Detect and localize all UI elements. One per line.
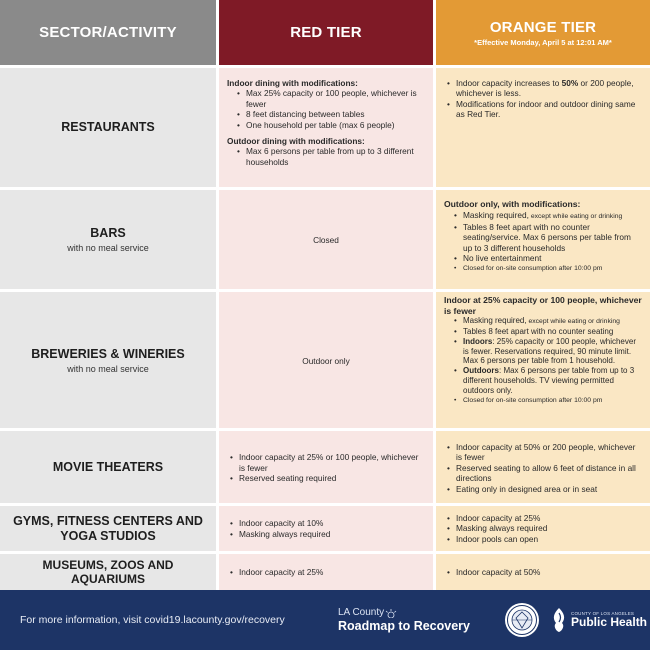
footer-bar [0,590,650,650]
gyms-orange-list [444,513,642,544]
sector-museums [0,554,216,591]
public-health-label: Public Health [571,615,648,630]
list-item: • Closed for on-site consumption after 10:00 pm [444,264,642,274]
text-bold-segment: Outdoors [463,366,499,376]
header-red-label: RED TIER [290,24,362,41]
list-item: • No live entertainment [444,253,642,263]
list-item: • Reserved seating to allow 6 feet of distance in all directions [444,463,642,484]
breweries-red-cell [219,292,433,428]
movies-orange-cell [436,431,650,503]
list-item: • Indoor capacity at 25% [227,567,425,577]
list-item [444,210,642,222]
status-text: Outdoor only [302,355,350,366]
header-orange-tier [436,0,650,65]
list-item: • Masking always required [444,523,642,533]
sector-restaurants [0,68,216,187]
list-item: • Indoor capacity at 25% [444,513,642,523]
breweries-orange-cell [436,292,650,428]
text-bold-segment: Indoors [463,336,493,346]
gyms-orange-cell [436,506,650,551]
text-segment: : 25% capacity or 100 people, whichever is fewer. Reservations required, 90 minute limit. Max 6 persons per table from 1 household. [463,336,636,366]
header-sector [0,0,216,65]
public-health-county-label: COUNTY OF LOS ANGELES [571,610,635,616]
list-item [444,366,642,395]
sector-name: BREWERIES & WINERIES [31,346,185,361]
movies-red-list [227,452,425,483]
text-small-segment: except while eating or drinking [528,212,623,220]
text-segment: : Max 6 persons per table from up to 3 different households. TV viewing permitted outdoors only. [463,366,635,395]
header-orange-label: ORANGE TIER [489,18,597,36]
bars-orange-cell [436,190,650,289]
list-item: • Indoor capacity at 10% [227,518,425,528]
gyms-red-list [227,518,425,539]
indoor-heading: Indoor dining with modifications: [227,78,358,88]
list-item: • Tables 8 feet apart with no counter seating [444,327,642,337]
list-item [444,78,642,99]
public-health-logo [550,607,647,633]
header-orange-effective: *Effective Monday, April 5 at 12:01 AM* [474,37,612,47]
text-small-segment: except while eating or drinking [526,318,620,326]
county-seal-icon [504,602,540,638]
sector-name: RESTAURANTS [61,120,155,134]
indoor-list [227,88,425,130]
list-item: • Indoor capacity at 25% or 100 people, whichever is fewer [227,452,425,473]
header-sector-label: SECTOR/ACTIVITY [39,24,177,41]
list-item: • Reserved seating required [227,473,425,483]
sector-subtitle: with no meal service [67,363,149,374]
list-item: • Max 25% capacity or 100 people, whichever is fewer [227,88,425,109]
status-text: Closed [313,235,339,246]
text-segment: or 200 people, whichever is less. [456,78,634,99]
footer-info-text: For more information, visit covid19.lacounty.gov/recovery [20,614,285,626]
text-segment: Masking required, [463,316,527,326]
sector-gyms [0,506,216,551]
roadmap-county-label: LA County [338,607,385,618]
list-item: • Modifications for indoor and outdoor dining same as Red Tier. [444,99,642,120]
sector-name: MOVIE THEATERS [52,459,164,474]
sector-name: MUSEUMS, ZOOS AND AQUARIUMS [42,558,174,586]
public-health-shield-icon [550,607,568,633]
sector-bars [0,190,216,289]
museums-orange-cell [436,554,650,591]
sector-name: BARS [90,226,126,240]
movies-orange-list [444,442,642,494]
outdoor-heading: Outdoor dining with modifications: [227,136,365,147]
bars-orange-heading: Outdoor only, with modifications: [444,199,581,209]
list-item: • Eating only in designed area or in seat [444,484,642,494]
museums-red-cell [219,554,433,591]
gyms-red-cell [219,506,433,551]
restaurants-orange-list [444,78,642,120]
restaurants-orange-cell [436,68,650,187]
outdoor-list [227,146,425,167]
text-segment: Masking required, [463,209,529,220]
text-segment: Indoor capacity increases to [456,78,562,88]
list-item: • Indoor capacity at 50% [444,567,642,577]
list-item: • 8 feet distancing between tables [227,109,425,119]
bars-red-cell [219,190,433,289]
breweries-orange-list [444,316,642,405]
sunburst-icon [384,608,398,618]
list-item: • Tables 8 feet apart with no counter seating/service. Max 6 persons per table from up to 3 different households [444,222,642,253]
text-bold-segment: 50% [561,78,579,88]
breweries-orange-heading: Indoor at 25% capacity or 100 people, whichever is fewer [444,295,642,316]
list-item: • Closed for on-site consumption after 10:00 pm [444,396,642,406]
bars-orange-list [444,210,642,274]
list-item: • Indoor capacity at 50% or 200 people, whichever is fewer [444,442,642,463]
roadmap-title: Roadmap to Recovery [338,619,470,633]
restaurants-red-cell [219,68,433,187]
sector-name: GYMS, FITNESS CENTERS AND YOGA STUDIOS [13,513,203,543]
list-item: • Indoor pools can open [444,534,642,544]
roadmap-logo [338,607,498,633]
list-item: • Max 6 persons per table from up to 3 different households [227,146,425,167]
sector-breweries [0,292,216,428]
list-item [444,316,642,327]
museums-red-list [227,567,425,577]
header-red-tier [219,0,433,65]
list-item: • Masking always required [227,529,425,539]
sector-subtitle: with no meal service [67,243,149,253]
list-item [444,337,642,366]
list-item: • One household per table (max 6 people) [227,120,425,130]
movies-red-cell [219,431,433,503]
museums-orange-list [444,567,642,577]
sector-movie-theaters [0,431,216,503]
